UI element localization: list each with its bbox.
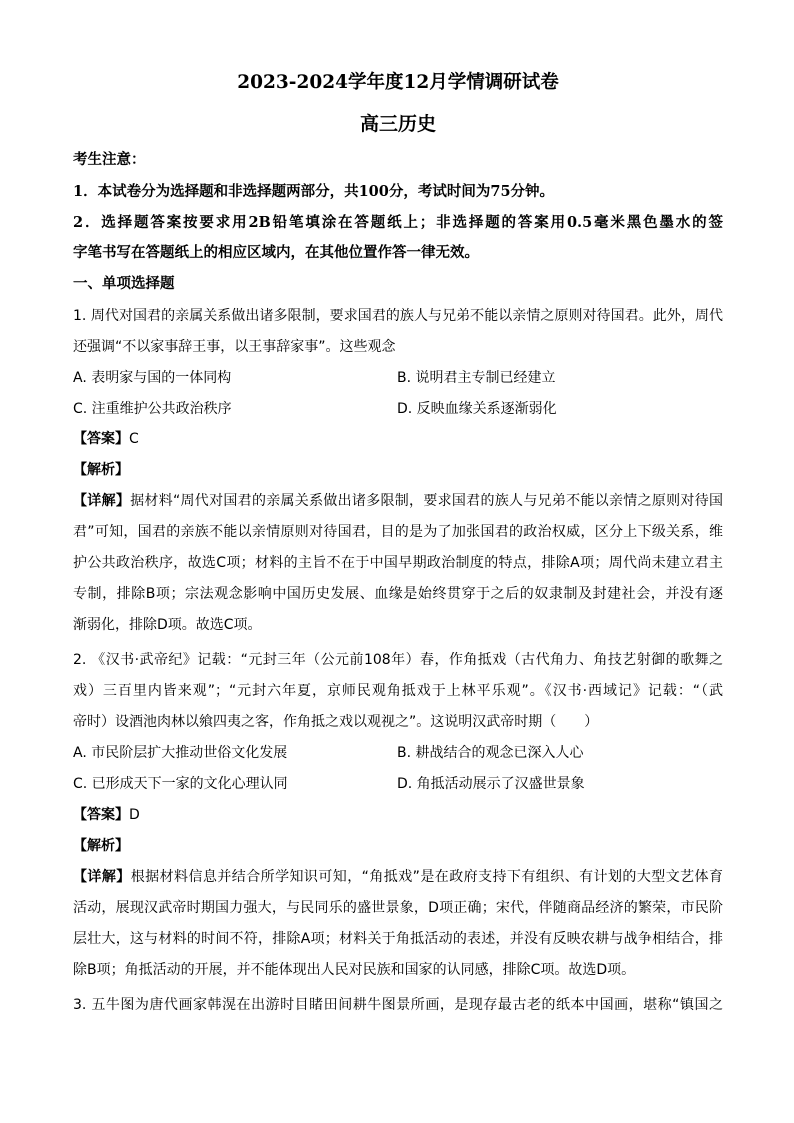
q1-detail-line-4: 专制，排除B项；宗法观念影响中国历史发展、血缘是始终贯穿于之后的奴隶制及封建社会，并没有逐 <box>73 586 723 602</box>
q1-option-b: B. 说明君主专制已经建立 <box>397 370 556 386</box>
q1-detail-line-2: 君”可知，国君的亲族不能以亲情原则对待国君，目的是为了加张国君的政治权威，区分上下级关系，维 <box>73 524 723 540</box>
detail-text: 据材料“周代对国君的亲属关系做出诸多限制，要求国君的族人与兄弟不能以亲情之原则对待国 <box>130 493 723 509</box>
section-heading: 一、单项选择题 <box>73 275 175 292</box>
exam-subject: 高三历史 <box>359 113 436 135</box>
notice-heading: 考生注意： <box>73 151 146 168</box>
q1-analysis-tag: 【解析】 <box>73 462 129 478</box>
q2-answer <box>73 805 140 825</box>
answer-tag: 【答案】 <box>73 807 129 823</box>
q2-detail-line-3: 层壮大，这与材料的时间不符，排除A项；材料关于角抵活动的表述，并没有反映农耕与战争相结合，排 <box>73 931 723 947</box>
q2-option-a: A. 市民阶层扩大推动世俗文化发展 <box>73 745 288 761</box>
answer-value: C <box>129 431 139 447</box>
q1-option-d: D. 反映血缘关系逐渐弱化 <box>397 401 557 417</box>
q2-detail-line-2: 活动，展现汉武帝时期国力强大，与民同乐的盛世景象，D项正确；宋代，伴随商品经济的繁荣，市民阶 <box>73 900 723 916</box>
q1-option-a: A. 表明家与国的一体同构 <box>73 370 232 386</box>
q1-answer <box>73 429 139 449</box>
q1-detail-line-3: 护公共政治秩序，故选C项；材料的主旨不在于中国早期政治制度的特点，排除A项；周代尚未建立君主 <box>73 555 723 571</box>
detail-tag: 【详解】 <box>73 493 131 509</box>
q1-stem-line-1: 1. 周代对国君的亲属关系做出诸多限制，要求国君的族人与兄弟不能以亲情之原则对待国君。此外，周代 <box>73 308 723 324</box>
answer-value: D <box>129 807 140 823</box>
answer-tag: 【答案】 <box>73 431 129 447</box>
notice-line-1: 1．本试卷分为选择题和非选择题两部分，共100分，考试时间为75分钟。 <box>73 183 555 200</box>
q3-stem-line-1: 3. 五牛图为唐代画家韩滉在出游时目睹田间耕牛图景所画，是现存最古老的纸本中国画，堪称“镇国之 <box>73 997 723 1013</box>
q2-detail-line-1 <box>73 867 723 887</box>
q2-option-c: C. 已形成天下一家的文化心理认同 <box>73 776 288 792</box>
exam-title: 2023-2024学年度12月学情调研试卷 <box>237 72 559 93</box>
q1-detail-line-1 <box>73 491 723 511</box>
q2-stem-line-3: 帝时）设酒池肉林以飨四夷之客，作角抵之戏以观视之”。这说明汉武帝时期（ ） <box>73 714 599 730</box>
q2-analysis-tag: 【解析】 <box>73 838 129 854</box>
detail-text: 根据材料信息并结合所学知识可知，“角抵戏”是在政府支持下有组织、有计划的大型文艺体育 <box>130 869 723 885</box>
q2-option-d: D. 角抵活动展示了汉盛世景象 <box>397 776 585 792</box>
q1-stem-line-2: 还强调“不以家事辞王事，以王事辞家事”。这些观念 <box>73 339 396 355</box>
q2-stem-line-2: 戏）三百里内皆来观”；“元封六年夏，京师民观角抵戏于上林平乐观”。《汉书·西域记》记载：“（武 <box>73 683 723 699</box>
detail-tag: 【详解】 <box>73 869 131 885</box>
notice-line-2b: 字笔书写在答题纸上的相应区域内，在其他位置作答一律无效。 <box>73 244 479 261</box>
q2-option-b: B. 耕战结合的观念已深入人心 <box>397 745 584 761</box>
q1-option-c: C. 注重维护公共政治秩序 <box>73 401 232 417</box>
notice-line-2a: 2．选择题答案按要求用2B铅笔填涂在答题纸上；非选择题的答案用0.5毫米黑色墨水的签 <box>73 214 723 231</box>
q2-stem-line-1: 2. 《汉书·武帝纪》记载：“元封三年（公元前108年）春，作角抵戏（古代角力、角技艺射御的歌舞之 <box>73 652 723 668</box>
q1-detail-line-5: 渐弱化，排除D项。故选C项。 <box>73 617 262 633</box>
q2-detail-line-4: 除B项；角抵活动的开展，并不能体现出人民对民族和国家的认同感，排除C项。故选D项。 <box>73 962 636 978</box>
